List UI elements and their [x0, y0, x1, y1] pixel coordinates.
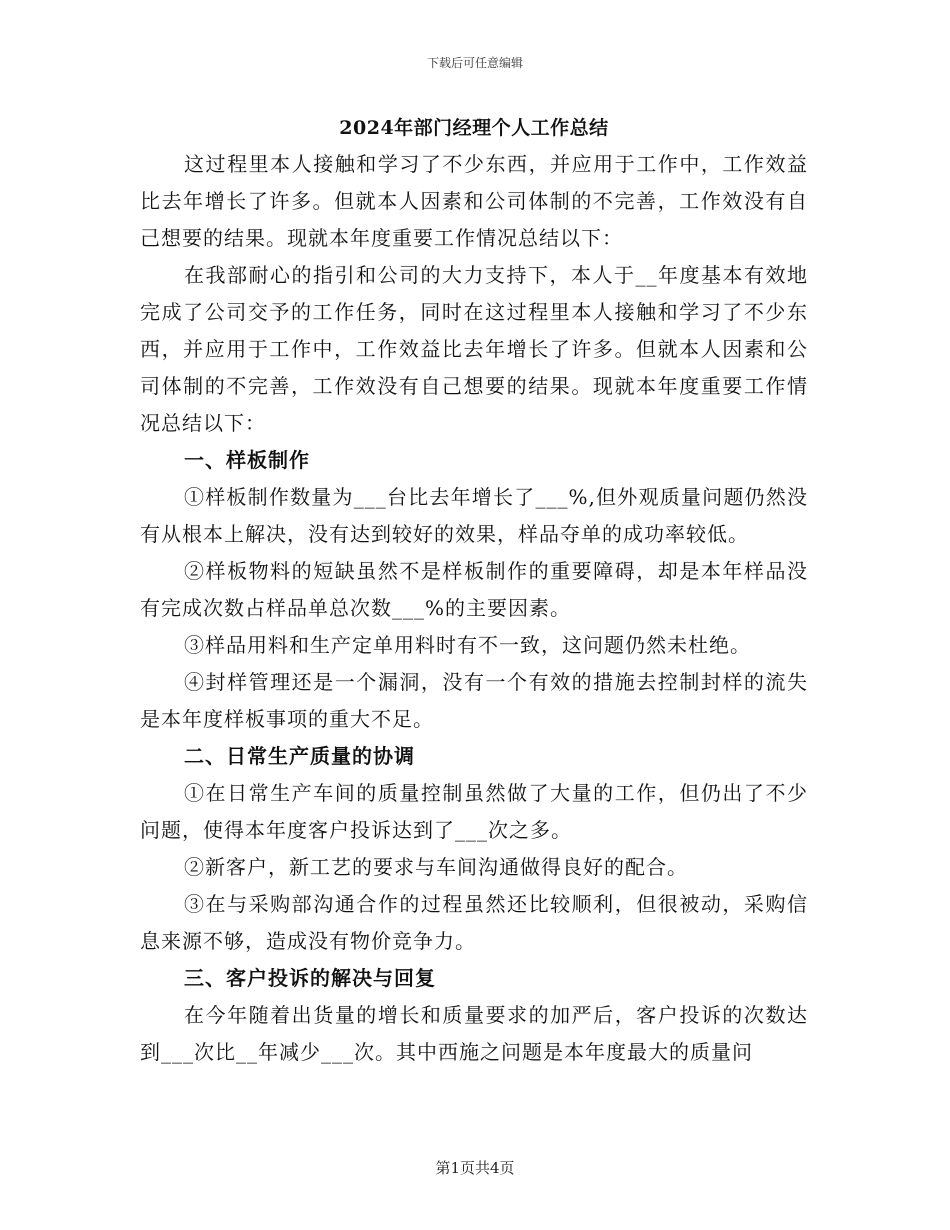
section-item: ①在日常生产车间的质量控制虽然做了大量的工作，但仍出了不少问题，使得本年度客户投诉达到了___次之多。 [140, 781, 808, 842]
page-number-footer: 第1页共4页 [435, 1159, 515, 1177]
section-heading-sample-making: 一、样板制作 [184, 448, 310, 472]
intro-paragraph: 这过程里本人接触和学习了不少东西，并应用于工作中，工作效益比去年增长了许多。但就本人因素和公司体制的不完善，工作效没有自己想要的结果。现就本年度重要工作情况总结以下： [140, 152, 808, 250]
section-heading-production-quality: 二、日常生产质量的协调 [184, 744, 415, 768]
section-item: ①样板制作数量为___台比去年增长了___%,但外观质量问题仍然没有从根本上解决，没有达到较好的效果，样品夺单的成功率较低。 [140, 485, 808, 546]
section-item: ③在与采购部沟通合作的过程虽然还比较顺利，但很被动，采购信息来源不够，造成没有物价竞争力。 [140, 892, 808, 953]
document-body [140, 112, 808, 1071]
section-item: ④封样管理还是一个漏洞，没有一个有效的措施去控制封样的流失是本年度样板事项的重大不足。 [140, 670, 808, 731]
page-header-note: 下载后可任意编辑 [426, 56, 523, 70]
section-item: ②样板物料的短缺虽然不是样板制作的重要障碍，却是本年样品没有完成次数占样品单总次数___%的主要因素。 [140, 559, 808, 620]
document-title: 2024年部门经理个人工作总结 [339, 117, 609, 139]
section-heading-customer-complaints: 三、客户投诉的解决与回复 [184, 966, 436, 990]
section-item: ②新客户，新工艺的要求与车间沟通做得良好的配合。 [184, 855, 688, 879]
section-item: 在今年随着出货量的增长和质量要求的加严后，客户投诉的次数达到___次比__年减少___次。其中西施之问题是本年度最大的质量问 [140, 1003, 808, 1064]
intro-paragraph: 在我部耐心的指引和公司的大力支持下，本人于__年度基本有效地完成了公司交予的工作任务，同时在这过程里本人接触和学习了不少东西，并应用于工作中，工作效益比去年增长了许多。但就本人因素和公司体制的不完善，工作效没有自己想要的结果。现就本年度重要工作情况总结以下： [140, 263, 808, 435]
section-item: ③样品用料和生产定单用料时有不一致，这问题仍然未杜绝。 [184, 633, 751, 657]
